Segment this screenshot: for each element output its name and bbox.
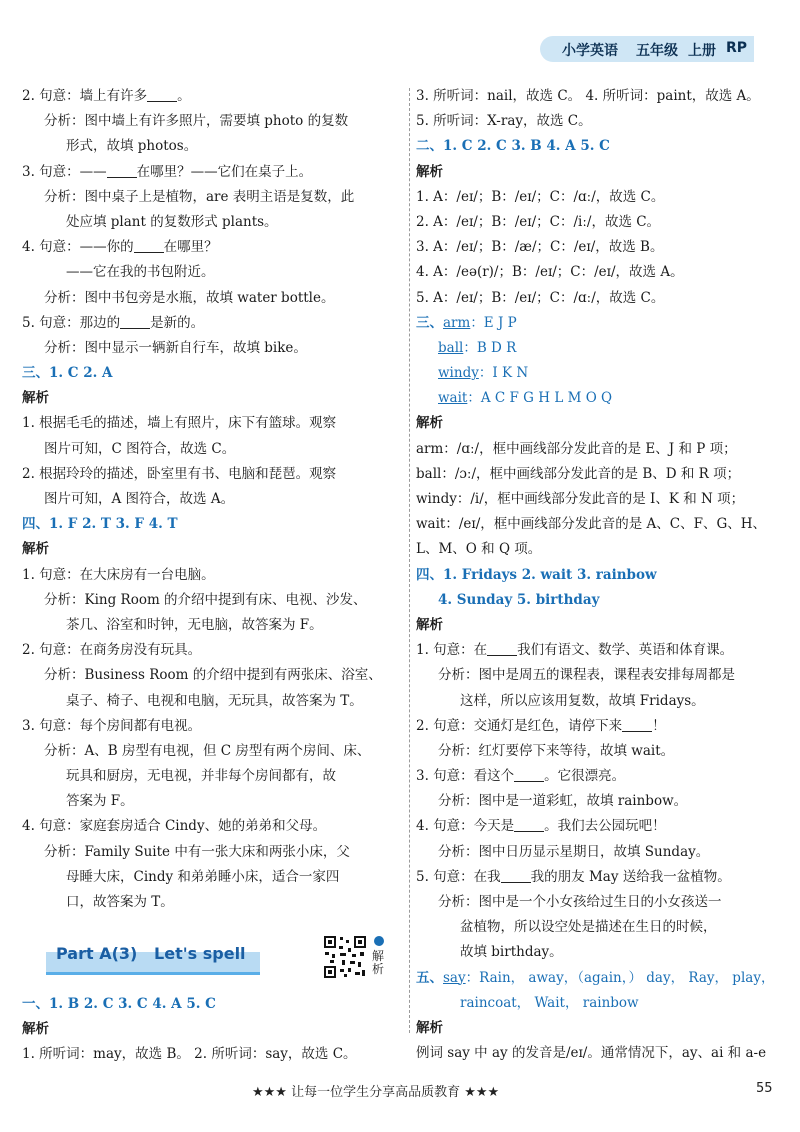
answer-line: 5. 句意：在我 我的朋友 May 送给我一盆植物。 <box>416 868 731 885</box>
left-column-bottom <box>22 992 400 1068</box>
answer-line: 母睡大床，Cindy 和弟弟睡小床，适合一家四 <box>66 868 340 885</box>
analysis-heading: 解析 <box>416 415 443 432</box>
analysis-heading: 解析 <box>416 616 443 633</box>
answer-line: windy：/i/，框中画线部分发此音的是 I、K 和 N 项； <box>416 491 745 507</box>
page-number: 55 <box>756 1081 773 1096</box>
answer-line: 4. 句意：——你的 在哪里？ <box>22 239 218 256</box>
section-answers: 四、1. F 2. T 3. F 4. T <box>22 516 178 533</box>
header-edition: RP <box>726 40 748 56</box>
answer-line: 图片可知，A 图符合，故选 A。 <box>44 491 235 507</box>
answer-line: 4. 句意：家庭套房适合 Cindy、她的弟弟和父母。 <box>22 818 327 835</box>
answer-line: 2. 句意：在商务房没有玩具。 <box>22 642 202 659</box>
answer-line: 1. A：/eɪ/；B：/eɪ/；C：/ɑː/，故选 C。 <box>416 188 665 205</box>
answer-line: raincoat， Wait， rainbow <box>460 994 639 1011</box>
answer-line: 玩具和厨房，无电视，并非每个房间都有，故 <box>66 768 336 785</box>
section-answers: 二、1. C 2. C 3. B 4. A 5. C <box>416 138 610 155</box>
answer-line: wait：A C F G H L M O Q <box>438 390 613 407</box>
header-subject: 小学英语 <box>562 43 618 59</box>
answer-line: ——它在我的书包附近。 <box>66 264 215 281</box>
answer-line: 口，故答案为 T。 <box>66 894 174 910</box>
answer-line: 故填 birthday。 <box>460 944 563 961</box>
answer-line: 5. 句意：那边的 是新的。 <box>22 314 205 331</box>
answer-line: 3. 所听词：nail，故选 C。 4. 所听词：paint，故选 A。 <box>416 88 760 104</box>
answer-line: 这样，所以应该用复数，故填 Fridays。 <box>460 692 705 709</box>
answer-line: 分析：Family Suite 中有一张大床和两张小床，父 <box>44 843 350 860</box>
answer-line: 分析：图中是一道彩虹，故填 rainbow。 <box>438 793 688 810</box>
answer-line: 分析：图中书包旁是水瓶，故填 water bottle。 <box>44 289 335 306</box>
answer-line: ball：B D R <box>438 339 517 356</box>
answer-line: arm：/ɑː/，框中画线部分发此音的是 E、J 和 P 项； <box>416 440 737 457</box>
answer-line: 1. 句意：在 我们有语文、数学、英语和体育课。 <box>416 642 734 659</box>
answer-line: 3. 句意：看这个 。它很漂亮。 <box>416 768 626 785</box>
answer-line: 分析：图中是一个小女孩给过生日的小女孩送一 <box>438 894 722 910</box>
answer-line: 图片可知，C 图符合，故选 C。 <box>44 440 236 457</box>
answer-line: 桌子、椅子、电视和电脑，无玩具，故答案为 T。 <box>66 692 363 709</box>
answer-line: 形式，故填 photos。 <box>66 138 198 155</box>
answer-line: 1. 根据毛毛的描述，墙上有照片，床下有篮球。观察 <box>22 415 337 432</box>
section-answers: 一、1. B 2. C 3. C 4. A 5. C <box>22 996 216 1012</box>
answer-line: 分析：图中墙上有许多照片，需要填 photo 的复数 <box>44 113 349 130</box>
qr-label: 解析 <box>372 949 385 976</box>
analysis-heading: 解析 <box>416 1019 443 1036</box>
header-grade: 五年级 <box>636 43 678 59</box>
header-volume: 上册 <box>688 43 716 59</box>
answer-line: 答案为 F。 <box>66 793 134 810</box>
answer-line: 例词 say 中 ay 的发音是/eɪ/。通常情况下，ay、ai 和 a-e <box>416 1045 767 1062</box>
analysis-heading: 解析 <box>22 1021 49 1038</box>
answer-line: 3. A：/eɪ/；B：/æ/；C：/eɪ/，故选 B。 <box>416 239 664 256</box>
header-badge <box>540 36 754 62</box>
answer-line: 分析：图中日历显示星期日，故填 Sunday。 <box>438 843 710 860</box>
answer-line: 5. A：/eɪ/；B：/eɪ/；C：/ɑː/，故选 C。 <box>416 289 665 306</box>
answer-line: 分析：图中显示一辆新自行车，故填 bike。 <box>44 339 307 356</box>
section-answers: 三、1. C 2. A <box>22 365 113 382</box>
answer-line: 分析：King Room 的介绍中提到有床、电视、沙发、 <box>44 591 367 608</box>
footer-slogan: ★★★ 让每一位学生分享高品质教育 ★★★ <box>252 1085 500 1100</box>
column-divider <box>409 88 410 1033</box>
answer-line: ball：/ɔː/，框中画线部分发此音的是 B、D 和 R 项； <box>416 465 741 482</box>
answer-line: 3. 句意：—— 在哪里？——它们在桌子上。 <box>22 163 313 180</box>
answer-line: 2. 根据玲玲的描述，卧室里有书、电脑和琵琶。观察 <box>22 465 337 482</box>
analysis-heading: 解析 <box>416 163 443 180</box>
qr-code-icon[interactable] <box>322 934 368 980</box>
answer-line: 分析：红灯要停下来等待，故填 wait。 <box>438 742 675 759</box>
section-answers: 四、1. Fridays 2. wait 3. rainbow <box>416 566 657 583</box>
answer-line: 2. 句意：墙上有许多 。 <box>22 88 191 104</box>
answer-line: 1. 句意：在大床房有一台电脑。 <box>22 566 215 583</box>
left-column <box>22 84 400 915</box>
answer-line: 分析：图中桌子上是植物，are 表明主语是复数，此 <box>44 188 355 205</box>
answer-line: 处应填 plant 的复数形式 plants。 <box>66 213 278 230</box>
play-icon <box>374 936 384 946</box>
analysis-heading: 解析 <box>22 541 49 558</box>
part-title-banner <box>46 944 260 972</box>
answer-line: 1. 所听词：may，故选 B。 2. 所听词：say，故选 C。 <box>22 1046 357 1063</box>
answer-line: 4. 句意：今天是 。我们去公园玩吧！ <box>416 818 666 835</box>
answer-line: 2. A：/eɪ/；B：/eɪ/；C：/iː/，故选 C。 <box>416 213 661 230</box>
section-answers: 4. Sunday 5. birthday <box>438 591 600 608</box>
answer-line: wait：/eɪ/，框中画线部分发此音的是 A、C、F、G、H、 <box>416 516 767 533</box>
right-column <box>416 84 788 1066</box>
answer-line: 5. 所听词：X-ray，故选 C。 <box>416 113 592 130</box>
answer-line: 盆植物，所以设空处是描述在生日的时候， <box>460 919 717 936</box>
answer-line: windy：I K N <box>438 365 529 382</box>
answer-line: 分析：A、B 房型有电视，但 C 房型有两个房间、床、 <box>44 742 371 759</box>
section-answers: 三、arm：E J P <box>416 314 517 331</box>
answer-line: 茶几、浴室和时钟，无电脑，故答案为 F。 <box>66 616 323 633</box>
answer-line: L、M、O 和 Q 项。 <box>416 541 542 558</box>
part-title: Part A(3) Let's spell <box>56 944 246 963</box>
section-answers: 五、say：Rain， away，（again，） day， Ray， play， <box>416 969 775 986</box>
analysis-heading: 解析 <box>22 390 49 407</box>
answer-line: 2. 句意：交通灯是红色，请停下来 ！ <box>416 717 666 734</box>
answer-line: 3. 句意：每个房间都有电视。 <box>22 717 202 734</box>
answer-line: 分析：Business Room 的介绍中提到有两张床、浴室、 <box>44 667 382 684</box>
answer-line: 分析：图中是周五的课程表，课程表安排每周都是 <box>438 667 735 684</box>
answer-line: 4. A：/eə(r)/；B：/eɪ/；C：/eɪ/，故选 A。 <box>416 264 684 281</box>
